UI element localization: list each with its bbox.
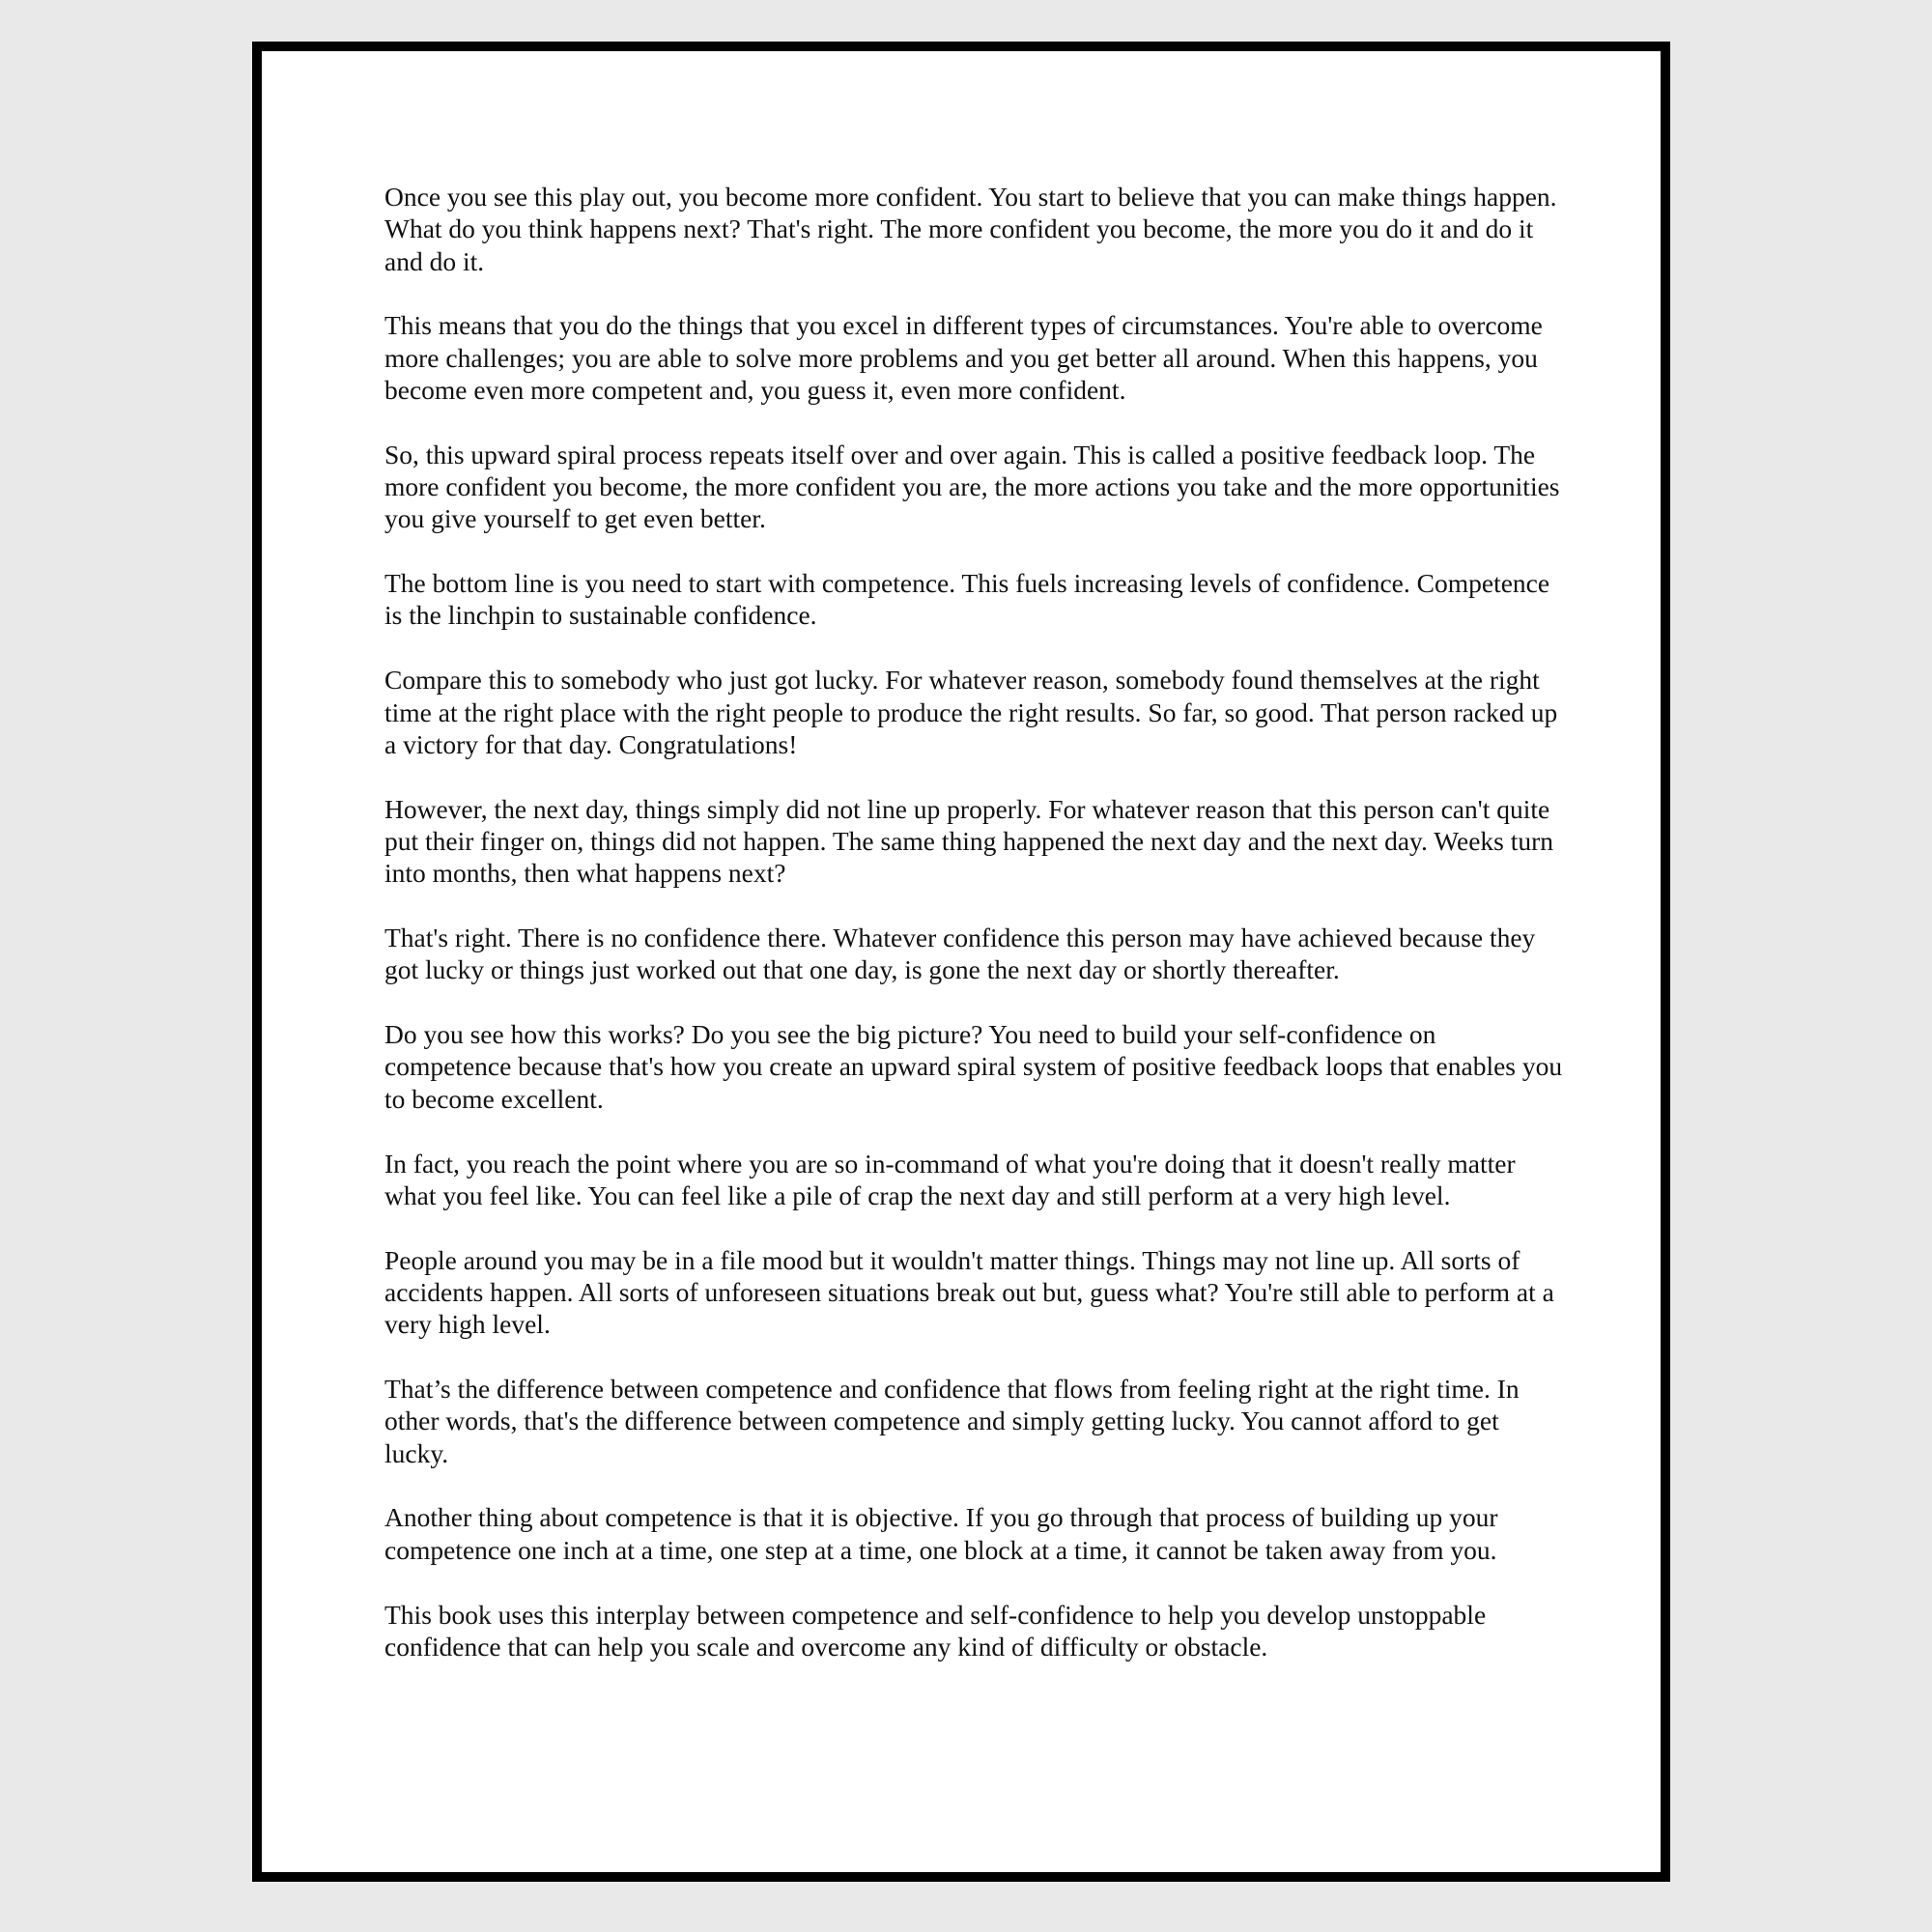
page-body-text (384, 181, 1563, 1662)
paragraph-13: This book uses this interplay between competence and self-confidence to help you develop unstoppable confidence that can help you scale and overcome any kind of difficulty or obstacle. (384, 1599, 1487, 1662)
document-page (252, 42, 1670, 1882)
paragraph-8: Do you see how this works? Do you see the big picture? You need to build your self-confidence on competence because that's how you create an upward spiral system of positive feedback loops that enables you to become excellent. (384, 1019, 1563, 1114)
paragraph-1: Once you see this play out, you become more confident. You start to believe that you can make things happen. What do you think happens next? That's right. The more confident you become, the more you do it and do it and do it. (384, 182, 1557, 276)
paragraph-7: That's right. There is no confidence there. Whatever confidence this person may have achieved because they got lucky or things just worked out that one day, is gone the next day or shortly thereafter. (384, 923, 1536, 985)
paragraph-3: So, this upward spiral process repeats itself over and over again. This is called a positive feedback loop. The more confident you become, the more confident you are, the more actions you take and the more opportunities you give yourself to get even better. (384, 439, 1560, 534)
paragraph-10: People around you may be in a file mood but it wouldn't matter things. Things may not line up. All sorts of accidents happen. All sorts of unforeseen situations break out but, guess what? You're still able to perform at a very high level. (384, 1244, 1554, 1340)
paragraph-12: Another thing about competence is that it is objective. If you go through that process of building up your competence one inch at a time, one step at a time, one block at a time, it cannot be taken away from you. (384, 1502, 1498, 1565)
paragraph-5: Compare this to somebody who just got lucky. For whatever reason, somebody found themselves at the right time at the right place with the right people to produce the right results. So far, so good. That person racked up a victory for that day. Congratulations! (384, 665, 1558, 759)
paragraph-9: In fact, you reach the point where you are so in-command of what you're doing that it doesn't really matter what you feel like. You can feel like a pile of crap the next day and still perform at a very high level. (384, 1148, 1516, 1210)
paragraph-2: This means that you do the things that you excel in different types of circumstances. You're able to overcome more challenges; you are able to solve more problems and you get better all around. When this happens, you become even more competent and, you guess it, even more confident. (384, 310, 1543, 405)
paragraph-6: However, the next day, things simply did not line up properly. For whatever reason that this person can't quite put their finger on, things did not happen. The same thing happened the next day and the next day. Weeks turn into months, then what happens next? (384, 793, 1554, 889)
paragraph-4: The bottom line is you need to start with competence. This fuels increasing levels of confidence. Competence is the linchpin to sustainable confidence. (384, 568, 1550, 631)
paragraph-11: That’s the difference between competence and confidence that flows from feeling right at the right time. In other words, that's the difference between competence and simply getting lucky. You cannot afford to get lucky. (384, 1374, 1520, 1468)
